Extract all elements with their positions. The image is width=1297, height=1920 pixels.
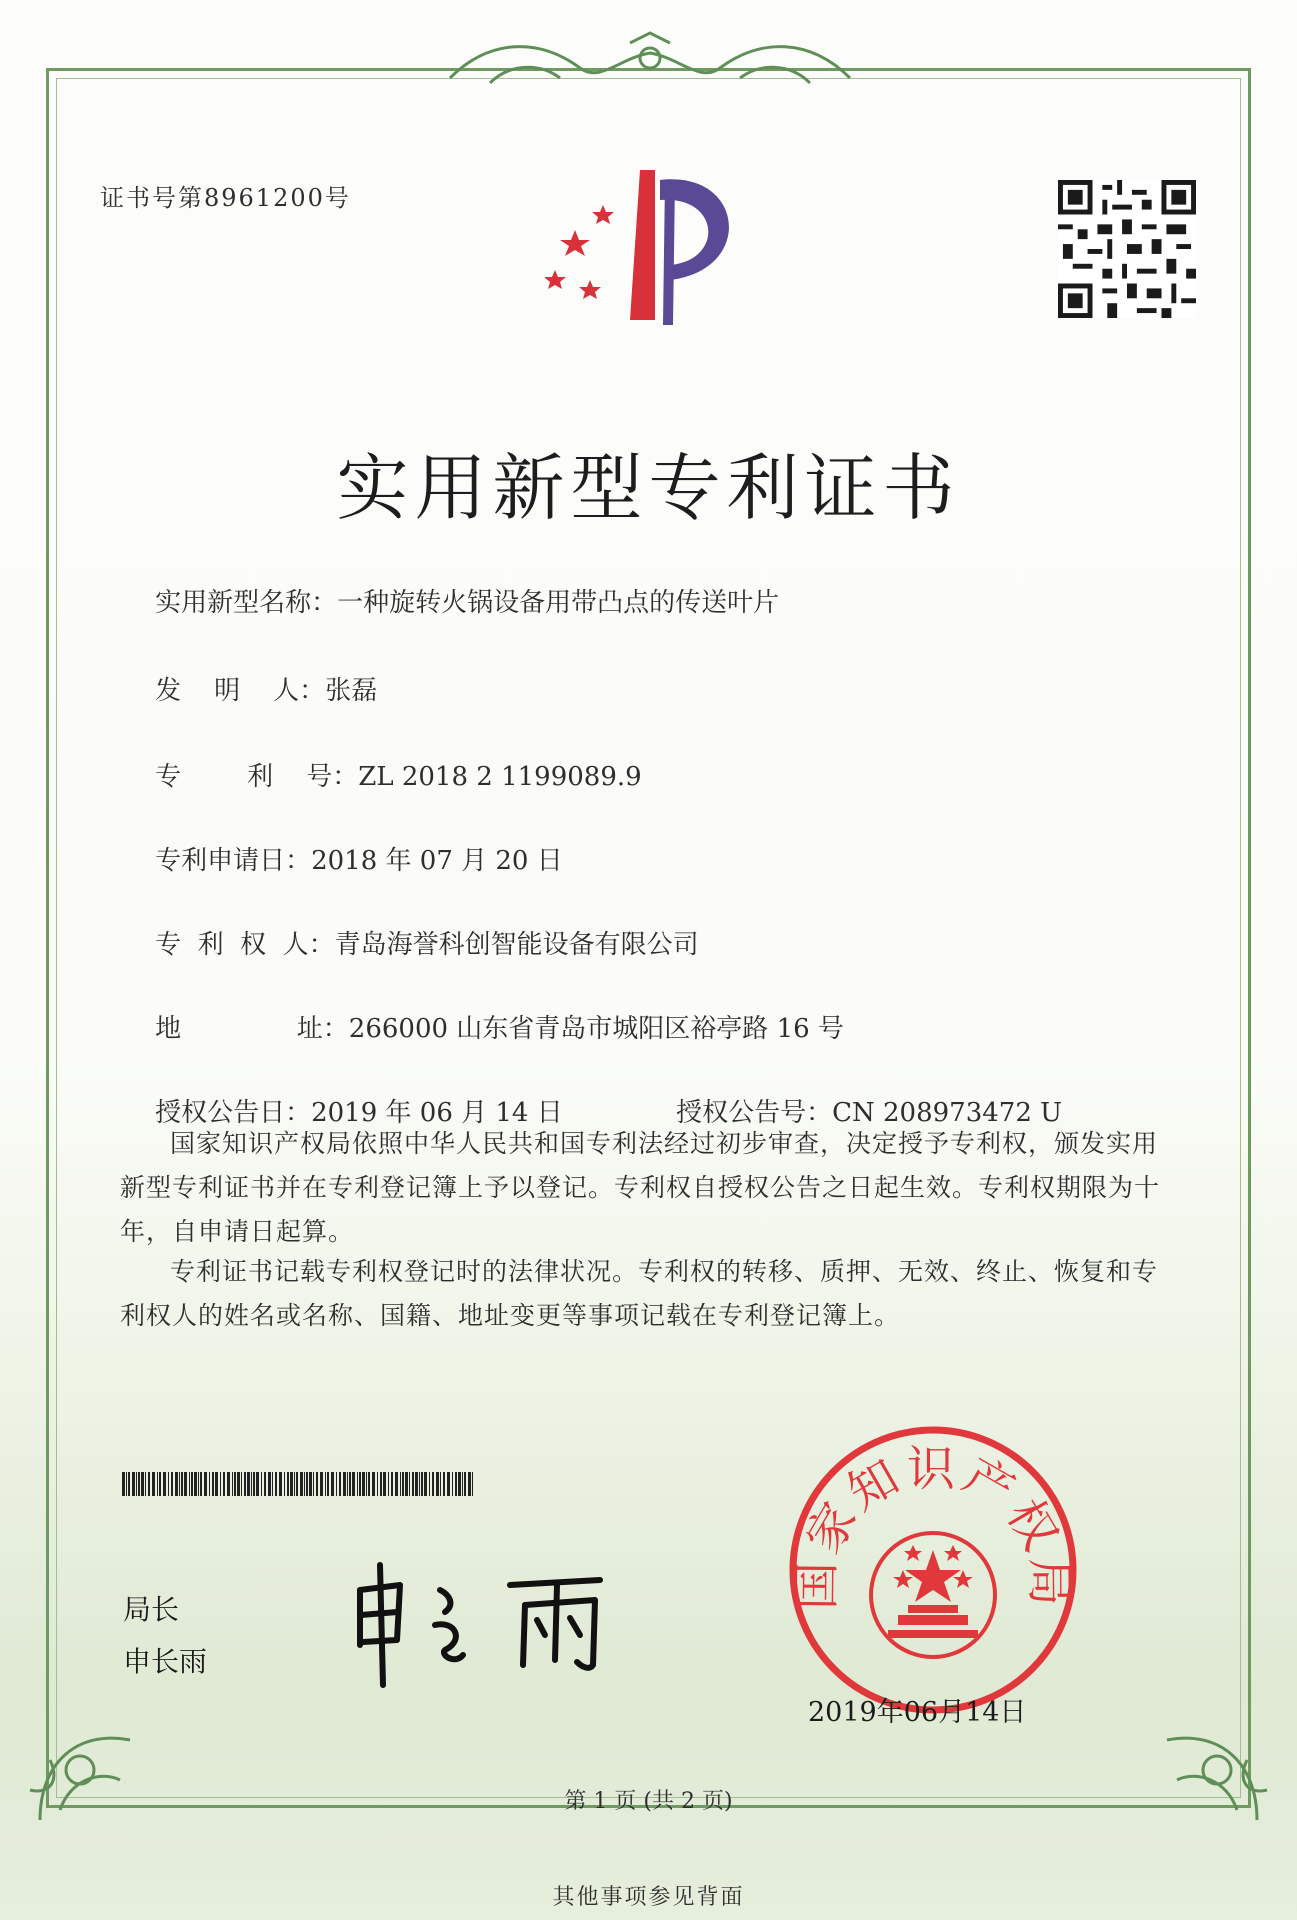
handwritten-signature — [345, 1550, 645, 1690]
paragraph-legal-status: 专利证书记载专利权登记时的法律状况。专利权的转移、质押、无效、终止、恢复和专利权人的姓名或名称、国籍、地址变更等事项记载在专利登记簿上。 — [120, 1257, 1159, 1330]
official-seal — [783, 1420, 1083, 1720]
field-label: 地 址： — [155, 1014, 349, 1044]
field-patent-number — [122, 726, 642, 823]
field-label: 专利申请日： — [155, 846, 312, 876]
field-value: 2019 年 06 月 14 日 — [311, 1098, 563, 1128]
top-ornament — [430, 28, 870, 98]
field-value: CN 208973472 U — [832, 1098, 1063, 1128]
signer-name: 申长雨 — [123, 1645, 208, 1678]
field-value: 一种旋转火锅设备用带凸点的传送叶片 — [337, 588, 780, 618]
certificate-number: 证书号第8961200号 — [100, 184, 351, 212]
field-label: 发 明 人： — [155, 676, 326, 706]
seal-text: 国家知识产权局 — [788, 1441, 1078, 1611]
back-side-note: 其他事项参见背面 — [552, 1885, 745, 1910]
signer-title: 局长 — [123, 1593, 180, 1626]
page-number: 第 1 页 (共 2 页) — [564, 1789, 733, 1814]
field-value: 青岛海誉科创智能设备有限公司 — [334, 930, 699, 960]
field-filing-date — [122, 810, 563, 907]
field-value: 2018 年 07 月 20 日 — [311, 846, 563, 876]
field-value: 266000 山东省青岛市城阳区裕亭路 16 号 — [348, 1014, 844, 1044]
paragraph-grant-statement: 国家知识产权局依照中华人民共和国专利法经过初步审查，决定授予专利权，颁发实用新型专利证书并在专利登记簿上予以登记。专利权自授权公告之日起生效。专利权期限为十年，自申请日起算。 — [120, 1129, 1161, 1246]
field-address — [122, 978, 844, 1075]
barcode — [122, 1472, 474, 1496]
field-label: 专 利 权 人： — [155, 930, 335, 960]
field-value: ZL 2018 2 1199089.9 — [358, 762, 642, 792]
field-label: 实用新型名称： — [155, 588, 338, 618]
field-label: 授权公告号： — [676, 1098, 833, 1128]
field-label: 授权公告日： — [155, 1098, 312, 1128]
qr-code — [1057, 180, 1197, 318]
field-value: 张磊 — [325, 676, 378, 706]
seal-date: 2019年06月14日 — [808, 1697, 1027, 1728]
certificate-title: 实用新型专利证书 — [336, 446, 961, 531]
patent-office-logo — [545, 160, 765, 340]
field-patentee — [122, 894, 699, 991]
field-inventor — [122, 640, 377, 737]
field-utility-model-name — [122, 552, 779, 649]
field-label: 专 利 号： — [155, 762, 359, 792]
